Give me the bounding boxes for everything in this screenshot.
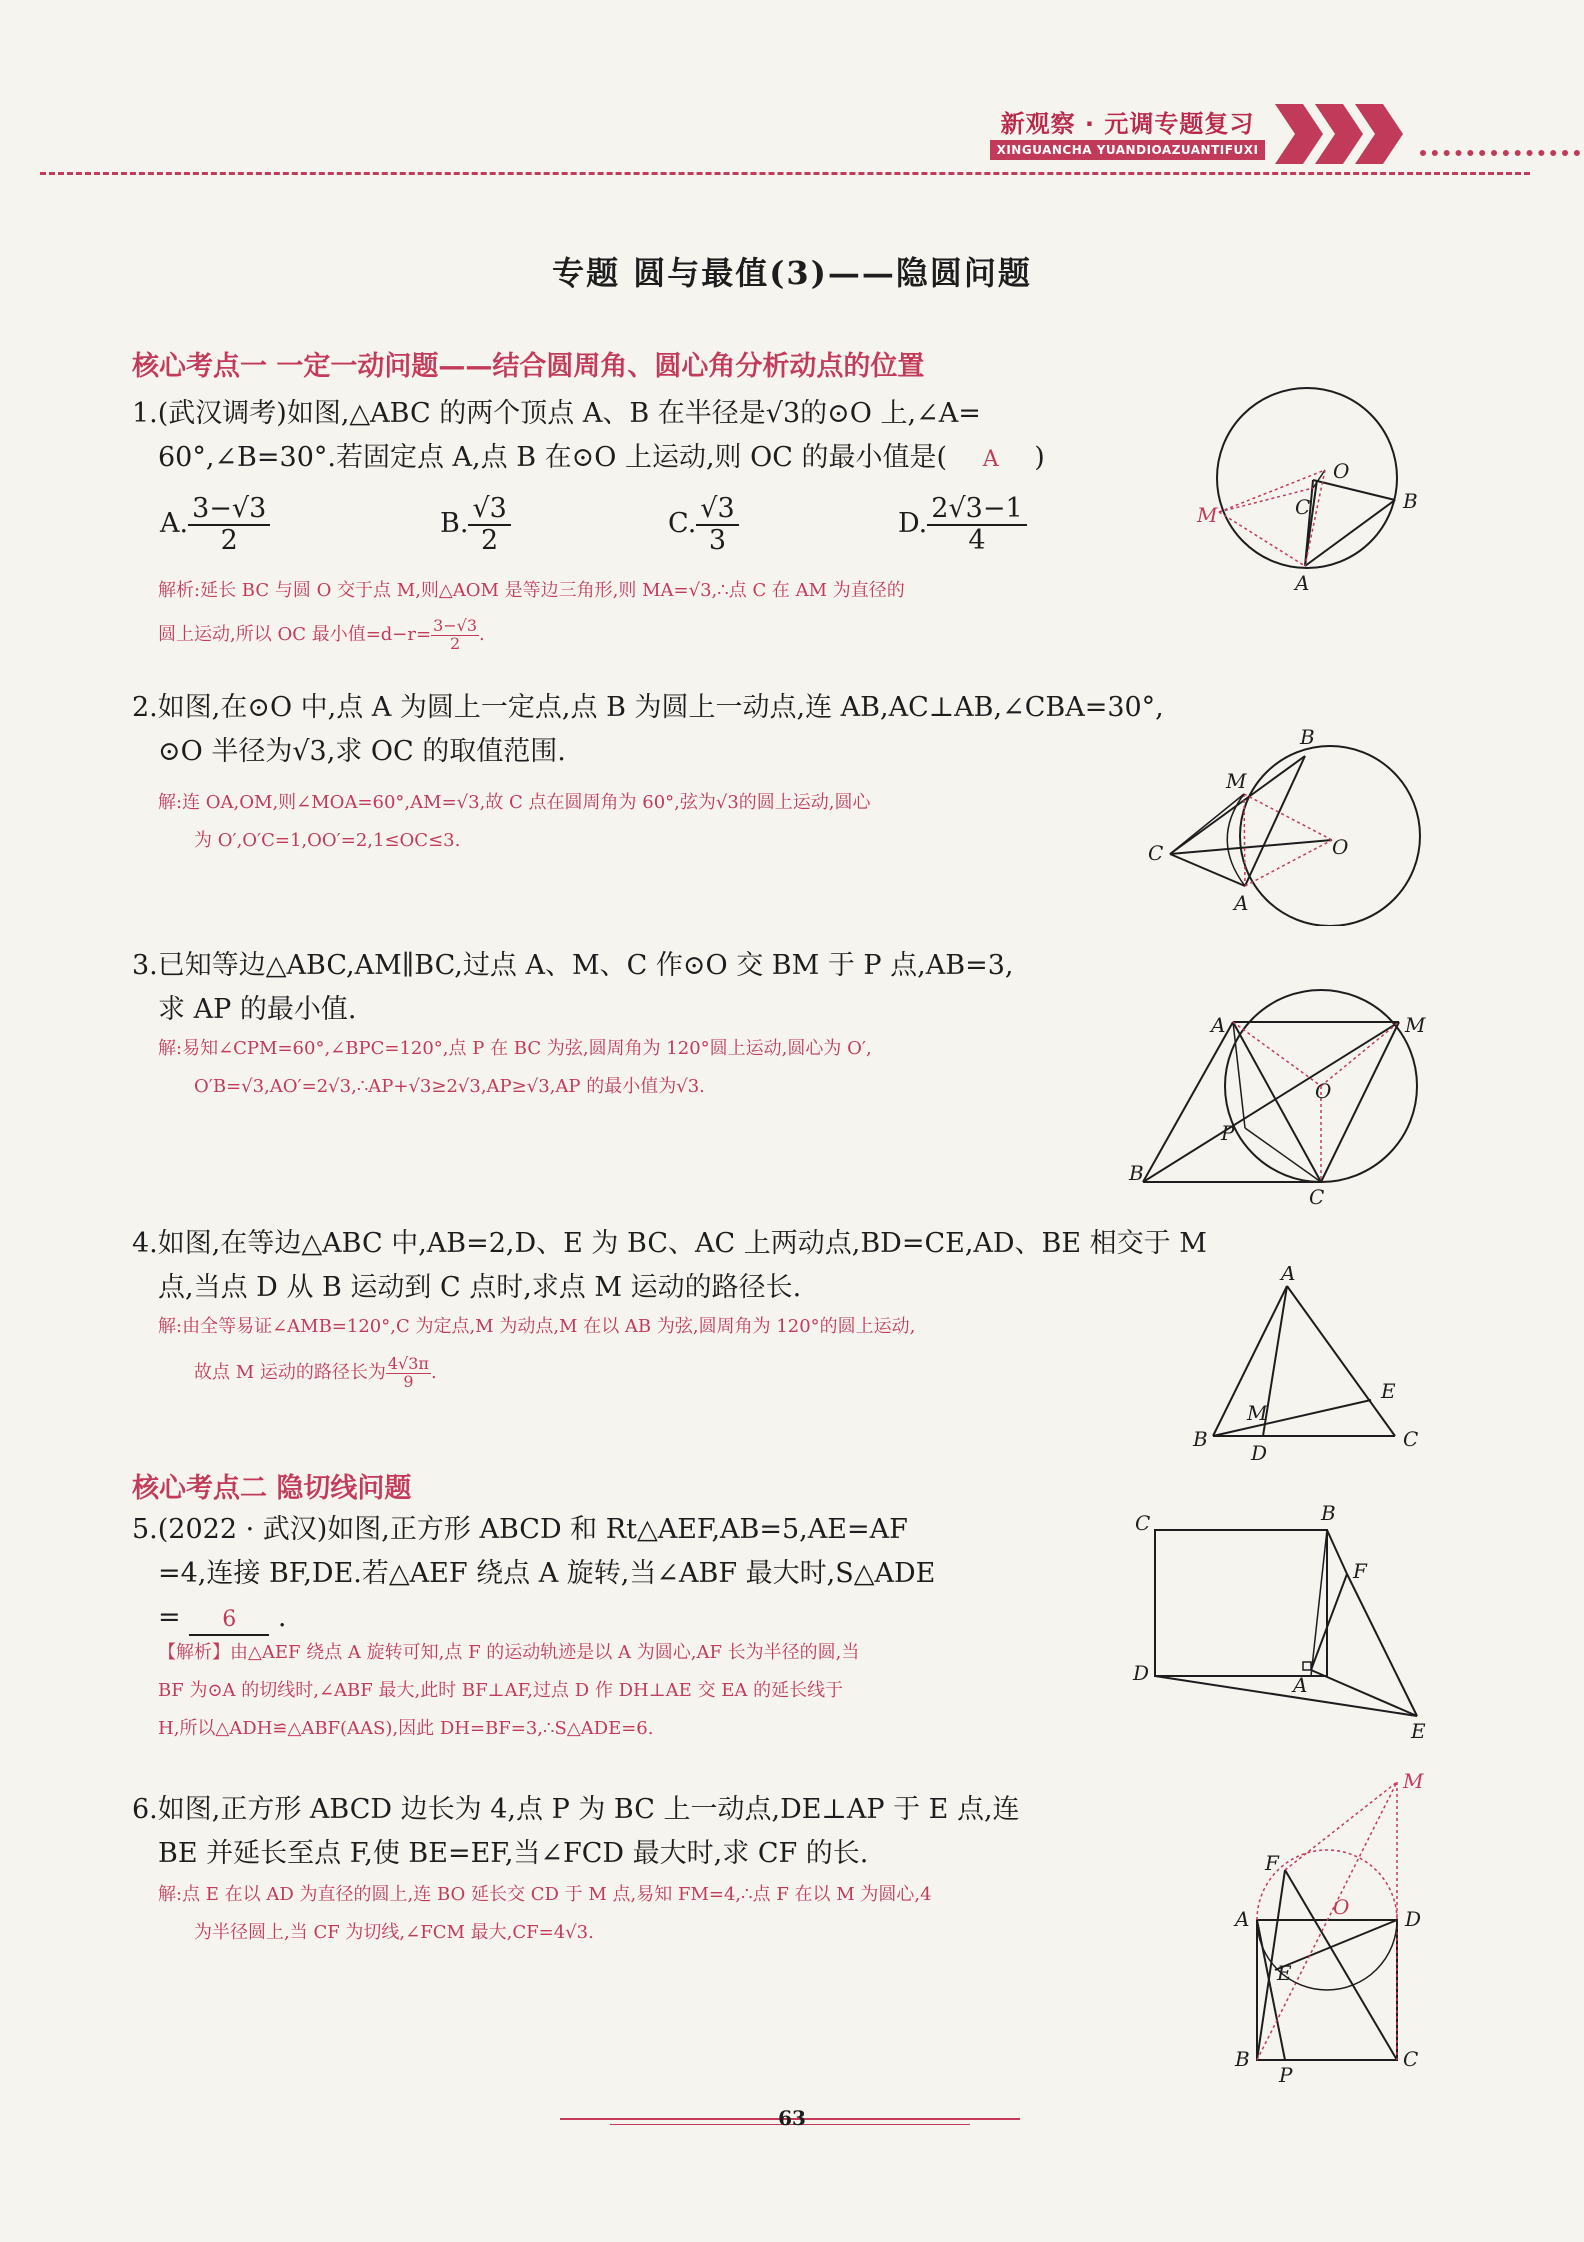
figure-2 (1140, 726, 1440, 926)
fig6-label-f: F (1265, 1851, 1279, 1875)
q1-sol-end: . (479, 624, 485, 645)
q6-line1: 6.如图,正方形 ABCD 边长为 4,点 P 为 BC 上一动点,DE⊥AP 于 E 点,连 (132, 1794, 1020, 1825)
chevron-arrows-icon (1275, 104, 1415, 164)
q1-line2-end: ) (1034, 442, 1045, 473)
fig1-label-c: C (1295, 495, 1311, 519)
q5-line2: =4,连接 BF,DE.若△AEF 绕点 A 旋转,当∠ABF 最大时,S△ADE (158, 1558, 936, 1589)
opt-b-den: 2 (481, 524, 499, 556)
fig5-label-c: C (1135, 1511, 1151, 1535)
q5-solution (158, 1634, 1108, 1748)
fig3-label-o: O (1315, 1079, 1332, 1103)
q6-sol-line2: 为半径圆上,当 CF 为切线,∠FCM 最大,CF=4√3. (194, 1922, 594, 1943)
opt-a-label: A. (160, 508, 189, 540)
q4-line2: 点,当点 D 从 B 运动到 C 点时,求点 M 运动的路径长. (158, 1272, 802, 1303)
fig6-label-m: M (1403, 1770, 1424, 1793)
fig6-label-e: E (1277, 1961, 1292, 1985)
fig6-label-c: C (1403, 2047, 1419, 2071)
brand-pinyin: XINGUANCHA YUANDIOAZUANTIFUXI (990, 140, 1265, 160)
fig3-label-b: B (1129, 1161, 1144, 1185)
q1-line2 (132, 436, 1182, 482)
q5-line3-end: . (277, 1602, 287, 1633)
question-6 (132, 1788, 1242, 1876)
q2-line2: ⊙O 半径为√3,求 OC 的取值范围. (158, 736, 566, 767)
opt-b-num: √3 (468, 494, 510, 526)
fig6-label-a: A (1235, 1907, 1250, 1931)
q6-solution (158, 1876, 1208, 1952)
fig2-label-o: O (1332, 835, 1349, 859)
section-heading-2: 核心考点二 隐切线问题 (132, 1473, 412, 1504)
q1-sol-line2 (158, 616, 1218, 654)
q3-line1: 3.已知等边△ABC,AM∥BC,过点 A、M、C 作⊙O 交 BM 于 P 点,AB=3, (132, 950, 1014, 981)
figure-3 (1125, 986, 1445, 1206)
q1-option-a (160, 494, 270, 555)
opt-d-num: 2√3−1 (927, 494, 1026, 526)
q4-sol-den: 9 (403, 1371, 414, 1391)
opt-c-num: √3 (696, 494, 738, 526)
fig3-label-m: M (1405, 1013, 1426, 1037)
q1-option-d (898, 494, 1027, 555)
page-title: 专题 圆与最值(3)——隐圆问题 (552, 254, 1032, 292)
fig1-label-b: B (1403, 489, 1418, 513)
q3-sol-line2: O′B=√3,AO′=2√3,∴AP+√3≥2√3,AP≥√3,AP 的最小值为√3. (194, 1076, 705, 1097)
q1-line2-text: 60°,∠B=30°.若固定点 A,点 B 在⊙O 上运动,则 OC 的最小值是( (158, 442, 948, 473)
q3-solution (158, 1030, 1178, 1106)
fig6-label-b: B (1235, 2047, 1250, 2071)
q4-solution (158, 1308, 1208, 1392)
q1-sol2-text: 圆上运动,所以 OC 最小值=d−r= (158, 624, 432, 645)
q5-sol-line2: BF 为⊙A 的切线时,∠ABF 最大,此时 BF⊥AF,过点 D 作 DH⊥AE 交 EA 的延长线于 (158, 1680, 844, 1701)
q6-sol-line1: 解:点 E 在以 AD 为直径的圆上,连 BO 延长交 CD 于 M 点,易知 FM=4,∴点 F 在以 M 为圆心,4 (158, 1884, 932, 1905)
q2-solution (158, 784, 1158, 860)
fig5-label-a: A (1293, 1673, 1308, 1697)
fig4-label-m: M (1247, 1401, 1268, 1425)
q1-sol-line1: 解析:延长 BC 与圆 O 交于点 M,则△AOM 是等边三角形,则 MA=√3,∴点 C 在 AM 为直径的 (158, 580, 905, 601)
fig6-label-p: P (1279, 2063, 1293, 2087)
q5-sol-line3: H,所以△ADH≌△ABF(AAS),因此 DH=BF=3,∴S△ADE=6. (158, 1718, 654, 1739)
fig1-label-o: O (1333, 459, 1350, 483)
q4-sol-num: 4√3π (387, 1353, 429, 1373)
q1-sol-num: 3−√3 (433, 615, 478, 635)
q2-line1: 2.如图,在⊙O 中,点 A 为圆上一定点,点 B 为圆上一动点,连 AB,AC⊥AB,∠CBA=30°, (132, 692, 1164, 723)
q1-solution (158, 572, 1218, 654)
opt-a-den: 2 (220, 524, 238, 556)
q5-answer: 6 (189, 1606, 269, 1636)
fig2-label-c: C (1148, 841, 1164, 865)
question-3 (132, 944, 1172, 1032)
q5-sol-line1: 【解析】由△AEF 绕点 A 旋转可知,点 F 的运动轨迹是以 A 为圆心,AF 长为半径的圆,当 (158, 1642, 860, 1663)
q3-sol-line1: 解:易知∠CPM=60°,∠BPC=120°,点 P 在 BC 为弦,圆周角为 120°圆上运动,圆心为 O′, (158, 1038, 872, 1059)
question-1 (132, 392, 1182, 482)
q1-line1: 1.(武汉调考)如图,△ABC 的两个顶点 A、B 在半径是√3的⊙O 上,∠A= (132, 398, 981, 429)
fig1-label-m: M (1197, 503, 1218, 527)
q4-sol-end: . (430, 1362, 437, 1383)
opt-d-label: D. (898, 508, 928, 540)
question-5 (132, 1508, 1112, 1640)
fig5-label-b: B (1321, 1501, 1336, 1525)
q4-sol-line1: 解:由全等易证∠AMB=120°,C 为定点,M 为动点,M 在以 AB 为弦,圆周角为 120°的圆上运动, (158, 1316, 916, 1337)
fig4-label-b: B (1193, 1427, 1208, 1451)
q1-option-b (440, 494, 511, 555)
section-heading-1: 核心考点一 一定一动问题——结合圆周角、圆心角分析动点的位置 (132, 351, 925, 382)
q1-sol-den: 2 (449, 633, 461, 653)
q4-sol2-text: 故点 M 运动的路径长为 (194, 1362, 386, 1383)
opt-a-num: 3−√3 (188, 494, 270, 526)
fig4-label-a: A (1281, 1266, 1296, 1285)
fig2-label-m: M (1226, 769, 1247, 793)
opt-b-label: B. (440, 508, 469, 540)
figure-6 (1225, 1770, 1455, 2090)
fig6-label-d: D (1405, 1907, 1422, 1931)
opt-d-den: 4 (968, 524, 986, 556)
q3-line2: 求 AP 的最小值. (158, 994, 357, 1025)
header-divider (40, 172, 1530, 175)
fig2-label-b: B (1300, 726, 1315, 749)
fig5-label-d: D (1133, 1661, 1150, 1685)
q1-answer: A (982, 447, 999, 472)
header-dots (1420, 150, 1580, 156)
brand-title: 新观察 · 元调专题复习 (1000, 110, 1255, 138)
q1-option-c (668, 494, 739, 555)
q6-line2: BE 并延长至点 F,使 BE=EF,当∠FCD 最大时,求 CF 的长. (158, 1838, 869, 1869)
opt-c-den: 3 (708, 524, 727, 556)
fig4-label-e: E (1381, 1379, 1396, 1403)
fig3-label-p: P (1221, 1121, 1235, 1145)
q2-sol-line2: 为 O′,O′C=1,OO′=2,1≤OC≤3. (194, 830, 461, 851)
figure-1 (1195, 380, 1455, 600)
fig6-label-o: O (1333, 1895, 1350, 1919)
fig4-label-c: C (1403, 1427, 1419, 1451)
figure-4 (1185, 1266, 1435, 1466)
fig3-label-c: C (1309, 1185, 1325, 1206)
q4-sol-line2 (158, 1354, 1208, 1392)
q5-line3-pre: = (158, 1602, 181, 1633)
figure-5 (1125, 1500, 1445, 1740)
header-brand (990, 104, 1265, 162)
fig5-label-f: F (1353, 1559, 1367, 1583)
fig4-label-d: D (1251, 1441, 1268, 1465)
opt-c-label: C. (668, 508, 697, 540)
fig5-label-e: E (1411, 1719, 1426, 1740)
page-number: 63 (778, 2106, 806, 2130)
fig3-label-a: A (1211, 1013, 1226, 1037)
fig2-label-a: A (1234, 891, 1249, 915)
q2-sol-line1: 解:连 OA,OM,则∠MOA=60°,AM=√3,故 C 点在圆周角为 60°,弦为√3的圆上运动,圆心 (158, 792, 871, 813)
q5-line1: 5.(2022 · 武汉)如图,正方形 ABCD 和 Rt△AEF,AB=5,AE=AF (132, 1514, 908, 1545)
fig1-label-a: A (1295, 571, 1310, 595)
q4-line1: 4.如图,在等边△ABC 中,AB=2,D、E 为 BC、AC 上两动点,BD=CE,AD、BE 相交于 M (132, 1228, 1207, 1259)
